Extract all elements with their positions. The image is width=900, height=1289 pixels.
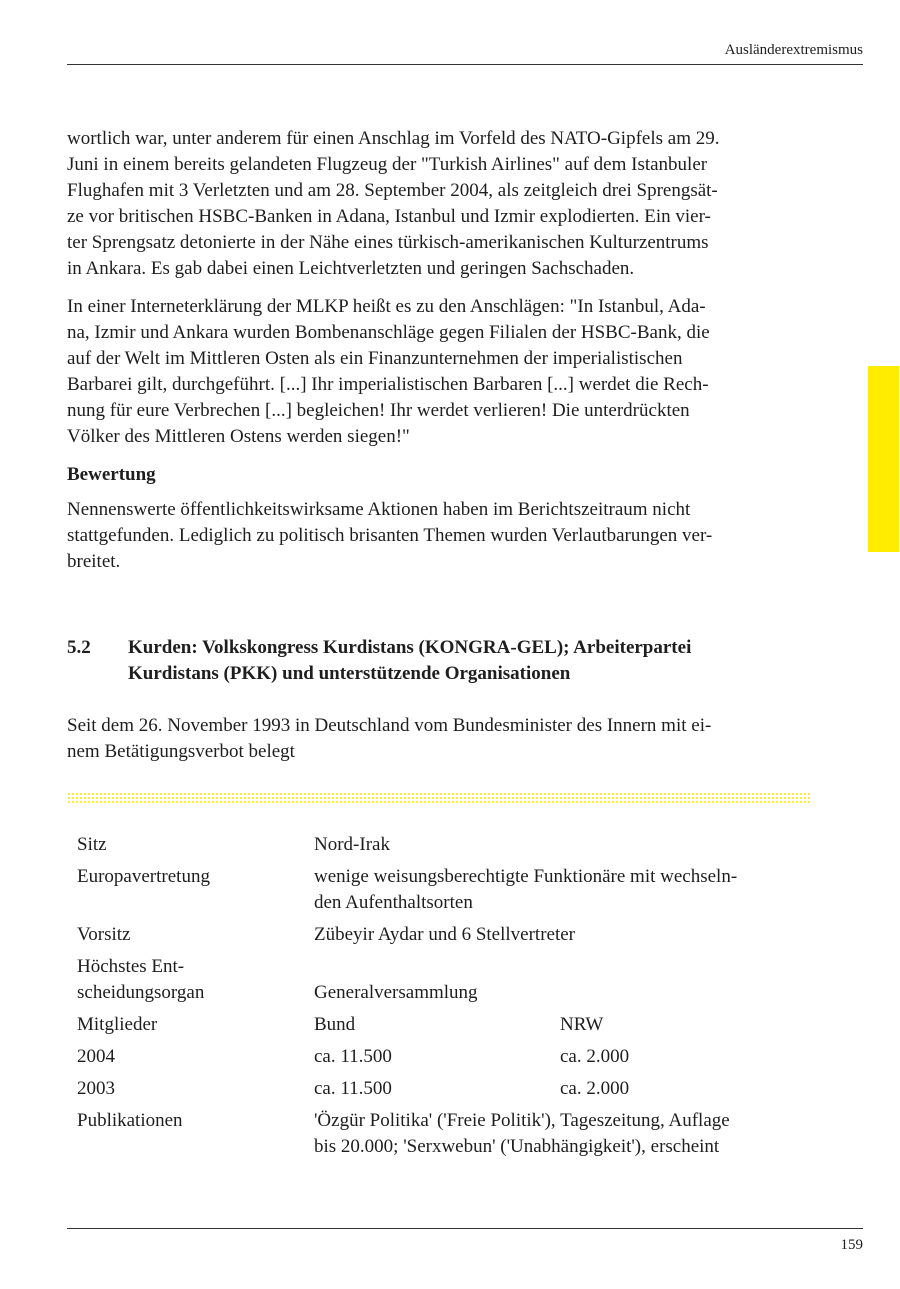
fact-value-line: Generalversammlung <box>314 982 478 1003</box>
fact-value-line: den Aufenthaltsorten <box>314 892 473 913</box>
fact-value <box>314 864 817 916</box>
text-line: Seit dem 26. November 1993 in Deutschland vom Bundesminister des Innern mit ei- <box>67 715 712 736</box>
fact-label: Europavertretung <box>77 866 210 887</box>
text-line: ter Sprengsatz detonierte in der Nähe eines türkisch-amerikanischen Kulturzentrums <box>67 232 709 253</box>
paragraph-3 <box>67 497 812 575</box>
text-line: nung für eure Verbrechen [...] begleichen! Ihr werdet verlieren! Die unterdrückten <box>67 400 690 421</box>
fact-value: Bund <box>314 1014 356 1035</box>
text-line: auf der Welt im Mittleren Osten als ein Finanzunternehmen der imperialistischen <box>67 348 683 369</box>
text-line: wortlich war, unter anderem für einen Anschlag im Vorfeld des NATO-Gipfels am 29. <box>67 128 720 149</box>
text-line: ze vor britischen HSBC-Banken in Adana, Istanbul und Izmir explodierten. Ein vier- <box>67 206 711 227</box>
fact-value-nrw: ca. 2.000 <box>560 1046 630 1067</box>
fact-value-nrw: ca. 2.000 <box>560 1078 630 1099</box>
header-rule <box>67 64 863 65</box>
text-line: breitet. <box>67 551 121 572</box>
fact-row-entscheidungsorgan <box>77 954 817 1006</box>
fact-label-line: scheidungsorgan <box>77 982 205 1003</box>
paragraph-1 <box>67 126 812 282</box>
section-number: 5.2 <box>67 637 91 658</box>
fact-value: ca. 11.500 <box>314 1078 392 1099</box>
fact-row-2003 <box>77 1076 817 1102</box>
fact-label-line: Höchstes Ent- <box>77 956 185 977</box>
fact-value: Nord-Irak <box>314 834 390 855</box>
fact-label: Vorsitz <box>77 924 131 945</box>
fact-label: Publikationen <box>77 1110 183 1131</box>
fact-value-line: 'Özgür Politika' ('Freie Politik'), Tageszeitung, Auflage <box>314 1110 730 1131</box>
fact-label: 2004 <box>77 1046 115 1067</box>
fact-row-vorsitz <box>77 922 817 948</box>
fact-label: 2003 <box>77 1078 115 1099</box>
fact-row-publikationen <box>77 1108 817 1160</box>
text-line: in Ankara. Es gab dabei einen Leichtverletzten und geringen Sachschaden. <box>67 258 635 279</box>
fact-row-europavertretung <box>77 864 817 916</box>
fact-value <box>314 954 817 1006</box>
chapter-marker-tab <box>868 366 899 552</box>
organization-facts <box>77 832 817 1166</box>
ban-note <box>67 713 812 765</box>
text-line: nem Betätigungsverbot belegt <box>67 741 295 762</box>
fact-label: Mitglieder <box>77 1014 158 1035</box>
fact-label: Sitz <box>77 834 107 855</box>
fact-value-nrw: NRW <box>560 1014 604 1035</box>
text-line: In einer Interneterklärung der MLKP heißt es zu den Anschlägen: "In Istanbul, Ada- <box>67 296 706 317</box>
text-line: Barbarei gilt, durchgeführt. [...] Ihr imperialistischen Barbaren [...] werdet die Rech- <box>67 374 709 395</box>
subheading-bewertung: Bewertung <box>67 464 156 485</box>
text-line: Juni in einem bereits gelandeten Flugzeug der "Turkish Airlines" auf dem Istanbuler <box>67 154 708 175</box>
fact-value <box>314 1108 817 1160</box>
fact-row-sitz <box>77 832 817 858</box>
section-title <box>128 635 691 687</box>
footer-rule <box>67 1228 863 1229</box>
text-line: Völker des Mittleren Ostens werden siegen!" <box>67 426 410 447</box>
fact-value-line: wenige weisungsberechtigte Funktionäre mit wechseln- <box>314 866 738 887</box>
running-header-title: Ausländerextremismus <box>724 42 863 58</box>
body-text <box>67 126 812 587</box>
text-line: na, Izmir und Ankara wurden Bombenanschläge gegen Filialen der HSBC-Bank, die <box>67 322 710 343</box>
text-line: stattgefunden. Lediglich zu politisch brisanten Themen wurden Verlautbarungen ver- <box>67 525 713 546</box>
fact-value: ca. 11.500 <box>314 1046 392 1067</box>
page-number: 159 <box>840 1237 863 1253</box>
text-line: Flughafen mit 3 Verletzten und am 28. September 2004, als zeitgleich drei Sprengsät- <box>67 180 718 201</box>
fact-value-line: bis 20.000; 'Serxwebun' ('Unabhängigkeit'), erscheint <box>314 1136 720 1157</box>
fact-label <box>77 954 307 1006</box>
dotted-divider <box>67 792 812 804</box>
fact-value: Zübeyir Aydar und 6 Stellvertreter <box>314 924 576 945</box>
fact-row-mitglieder <box>77 1012 817 1038</box>
text-line: Nennenswerte öffentlichkeitswirksame Aktionen haben im Berichtszeitraum nicht <box>67 499 691 520</box>
section-title-line: Kurdistans (PKK) und unterstützende Organisationen <box>128 663 571 684</box>
section-title-line: Kurden: Volkskongress Kurdistans (KONGRA-GEL); Arbeiterpartei <box>128 637 692 658</box>
paragraph-2 <box>67 294 812 450</box>
fact-row-2004 <box>77 1044 817 1070</box>
